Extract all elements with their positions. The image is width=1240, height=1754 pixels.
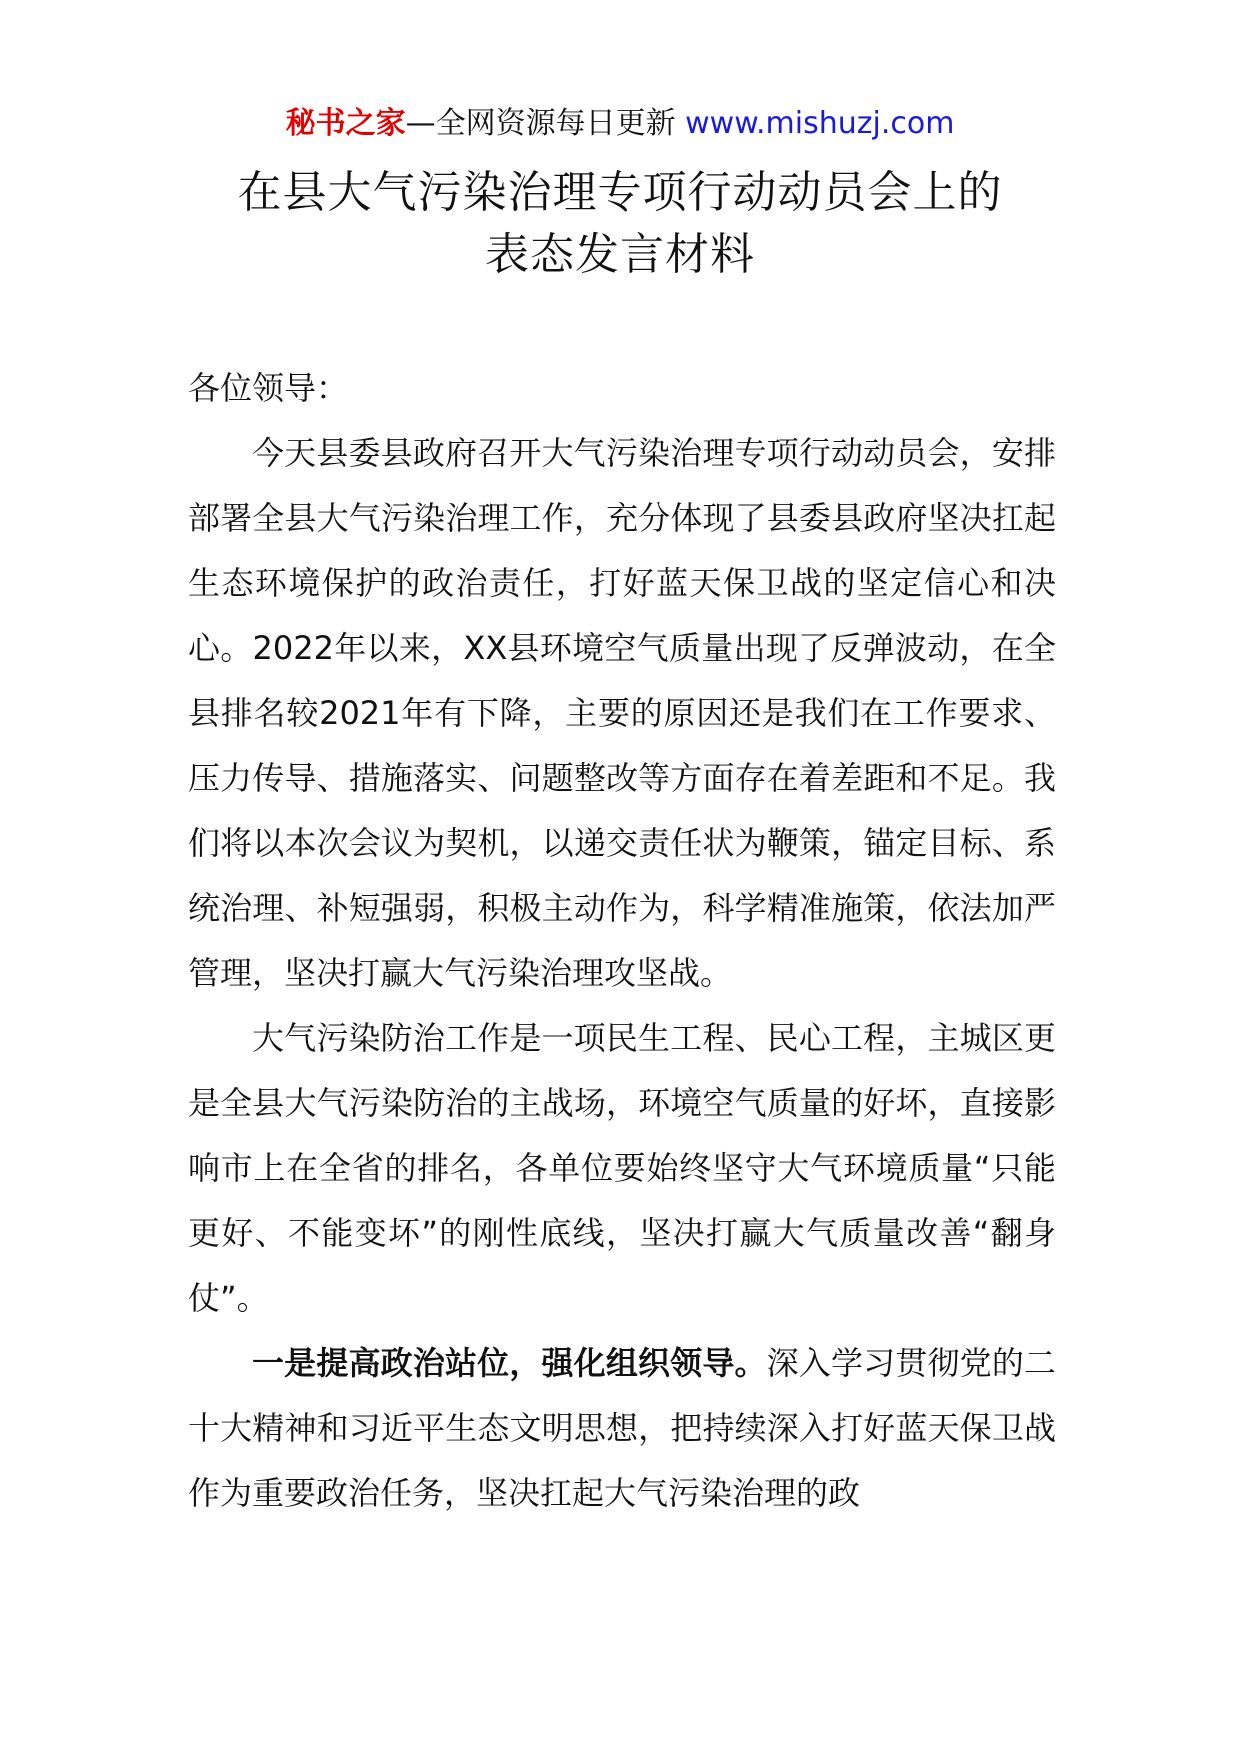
brand-name: 秘书之家 <box>285 106 406 141</box>
paragraph-1 <box>188 421 1056 1006</box>
document-body <box>188 356 1056 1526</box>
brand-tagline: —全网资源每日更新 <box>405 106 676 141</box>
paragraph-2 <box>188 1006 1056 1331</box>
paragraph-3 <box>188 1331 1056 1526</box>
paragraph-3-lead: 一是提高政治站位，强化组织领导。 <box>252 1344 767 1382</box>
title-line-2: 表态发言材料 <box>485 229 755 280</box>
site-header <box>0 100 1240 148</box>
document-title <box>0 162 1240 286</box>
paragraph-2-text: 大气污染防治工作是一项民生工程、民心工程，主城区更是全县大气污染防治的主战场，环境空气质量的好坏，直接影响市上在全省的排名，各单位要始终坚守大气环境质量“只能更好、不能变坏”的刚性底线，坚决打赢大气质量改善“翻身仗”。 <box>188 1019 1056 1317</box>
title-line-1: 在县大气污染治理专项行动动员会上的 <box>237 167 1003 218</box>
salutation: 各位领导： <box>188 369 349 407</box>
site-url[interactable]: www.mishuzj.com <box>685 106 955 141</box>
paragraph-1-text: 今天县委县政府召开大气污染治理专项行动动员会，安排部署全县大气污染治理工作，充分体现了县委县政府坚决扛起生态环境保护的政治责任，打好蓝天保卫战的坚定信心和决心。2022年以来，XX县环境空气质量出现了反弹波动，在全县排名较2021年有下降，主要的原因还是我们在工作要求、压力传导、措施落实、问题整改等方面存在着差距和不足。我们将以本次会议为契机，以递交责任状为鞭策，锚定目标、系统治理、补短强弱，积极主动作为，科学精准施策，依法加严管理，坚决打赢大气污染治理攻坚战。 <box>188 434 1056 992</box>
paragraph-3-text: 深入学习贯彻党的二十大精神和习近平生态文明思想，把持续深入打好蓝天保卫战作为重要政治任务，坚决扛起大气污染治理的政 <box>188 1344 1056 1512</box>
